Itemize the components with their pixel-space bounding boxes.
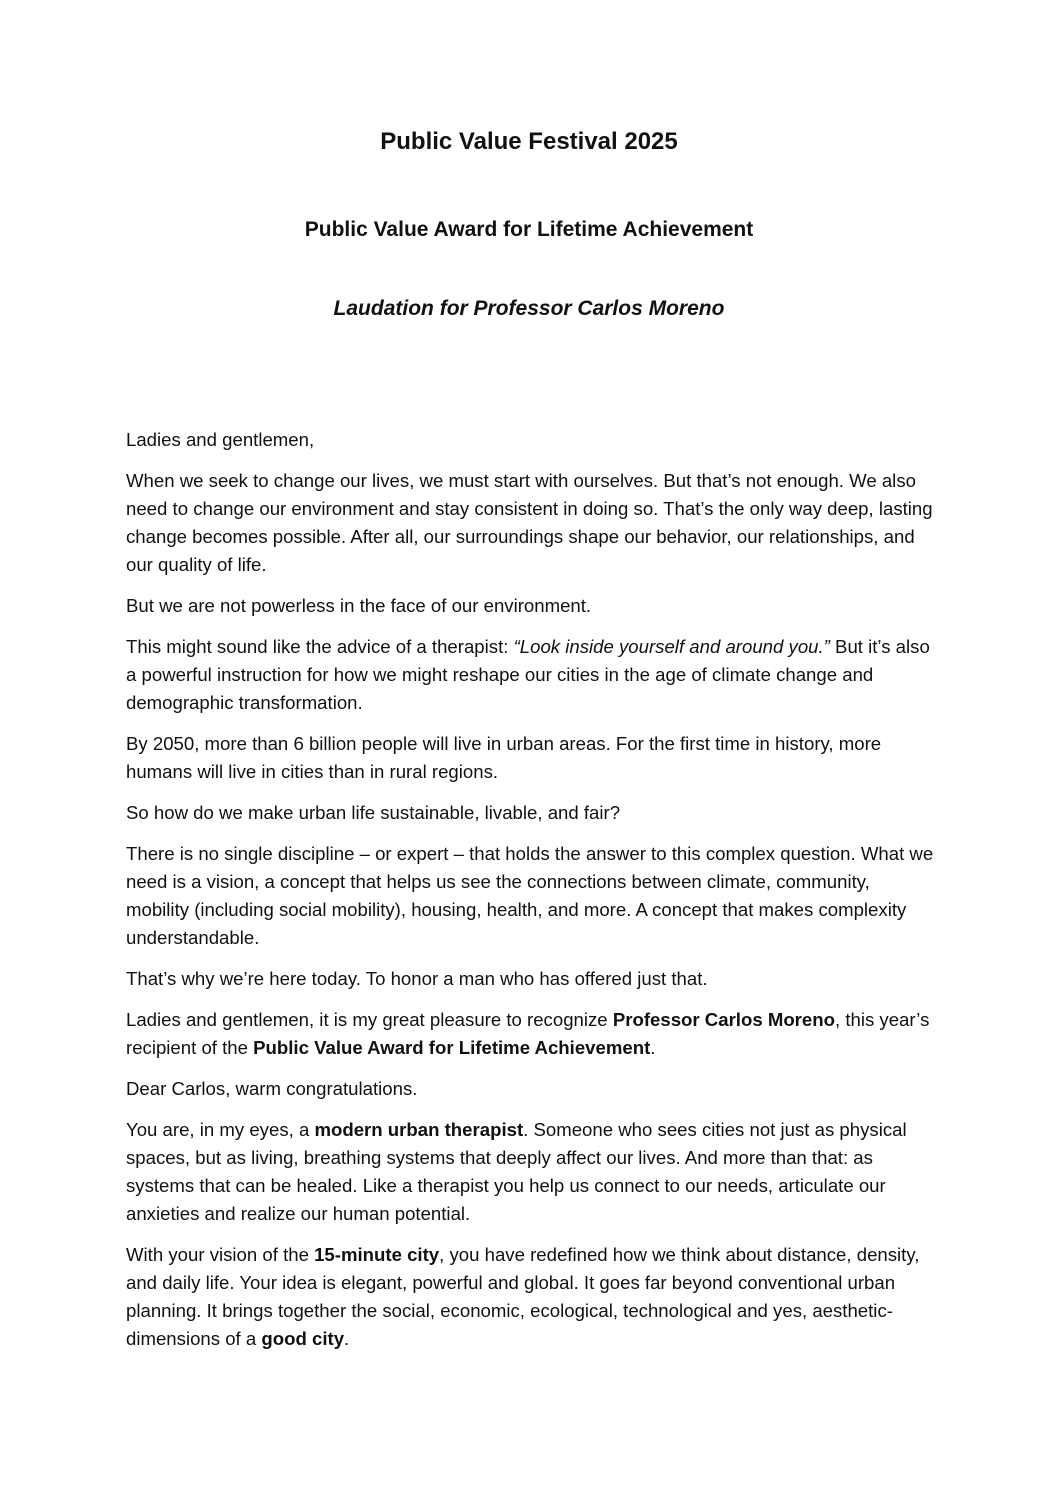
- paragraph-9-text-a: Ladies and gentlemen, it is my great pleasure to recognize: [126, 1009, 613, 1030]
- urban-therapist-phrase: modern urban therapist: [314, 1119, 524, 1140]
- paragraph-12-text-c: .: [344, 1328, 350, 1349]
- paragraph-9-text-b: , this year’s recipient of the: [126, 1009, 930, 1058]
- paragraph-9: [126, 1006, 936, 1062]
- paragraph-11-text-b: . Someone who sees cities not just as physical spaces, but as living, breathing systems that deeply affect our lives. And more than that: as systems that can be healed. Like a therapist you help us connect to our needs, articulate our anxieties and realize our human potential.: [126, 1119, 907, 1224]
- good-city-phrase: good city: [261, 1328, 345, 1349]
- therapist-quote: “Look inside yourself and around you.”: [513, 636, 830, 657]
- paragraph-4-text-b: But it’s also a powerful instruction for how we might reshape our cities in the age of climate change and demographic transformation.: [126, 636, 930, 713]
- paragraph-8: That’s why we’re here today. To honor a man who has offered just that.: [126, 968, 708, 989]
- paragraph-9-text-c: .: [650, 1037, 656, 1058]
- paragraph-12-text-a: With your vision of the: [126, 1244, 315, 1265]
- paragraph-11: [126, 1116, 936, 1228]
- honoree-name: Professor Carlos Moreno: [612, 1009, 835, 1030]
- paragraph-3: But we are not powerless in the face of our environment.: [126, 595, 592, 616]
- paragraph-12: [126, 1241, 936, 1353]
- paragraph-2: When we seek to change our lives, we must start with ourselves. But that’s not enough. We also need to change our environment and stay consistent in doing so. That’s the only way deep, lasting change becomes possible. After all, our surroundings shape our behavior, our relationships, and our quality of life.: [126, 470, 933, 575]
- award-name: Public Value Award for Lifetime Achievement: [253, 1037, 651, 1058]
- paragraph-1: Ladies and gentlemen,: [126, 429, 315, 450]
- paragraph-12-text-b: , you have redefined how we think about distance, density, and daily life. Your idea is elegant, powerful and global. It goes far beyond conventional urban planning. It brings together the social, economic, ecological, technological and yes, aesthetic-dimensions of a: [126, 1244, 920, 1349]
- paragraph-4-text-a: This might sound like the advice of a therapist:: [126, 636, 514, 657]
- paragraph-4: [126, 633, 936, 717]
- paragraph-7: There is no single discipline – or expert – that holds the answer to this complex question. What we need is a vision, a concept that helps us see the connections between climate, community, mobility (including social mobility), housing, health, and more. A concept that makes complexity understandable.: [126, 843, 934, 948]
- fifteen-minute-city-phrase: 15-minute city: [314, 1244, 440, 1265]
- speech-body: [126, 426, 936, 1366]
- paragraph-11-text-a: You are, in my eyes, a: [126, 1119, 315, 1140]
- paragraph-6: So how do we make urban life sustainable, livable, and fair?: [126, 802, 621, 823]
- paragraph-5: By 2050, more than 6 billion people will live in urban areas. For the first time in history, more humans will live in cities than in rural regions.: [126, 733, 882, 782]
- laudation-heading: Laudation for Professor Carlos Moreno: [333, 297, 725, 320]
- paragraph-10: Dear Carlos, warm congratulations.: [126, 1078, 418, 1099]
- document-title: Public Value Festival 2025: [380, 128, 678, 155]
- award-subtitle: Public Value Award for Lifetime Achievement: [304, 218, 754, 241]
